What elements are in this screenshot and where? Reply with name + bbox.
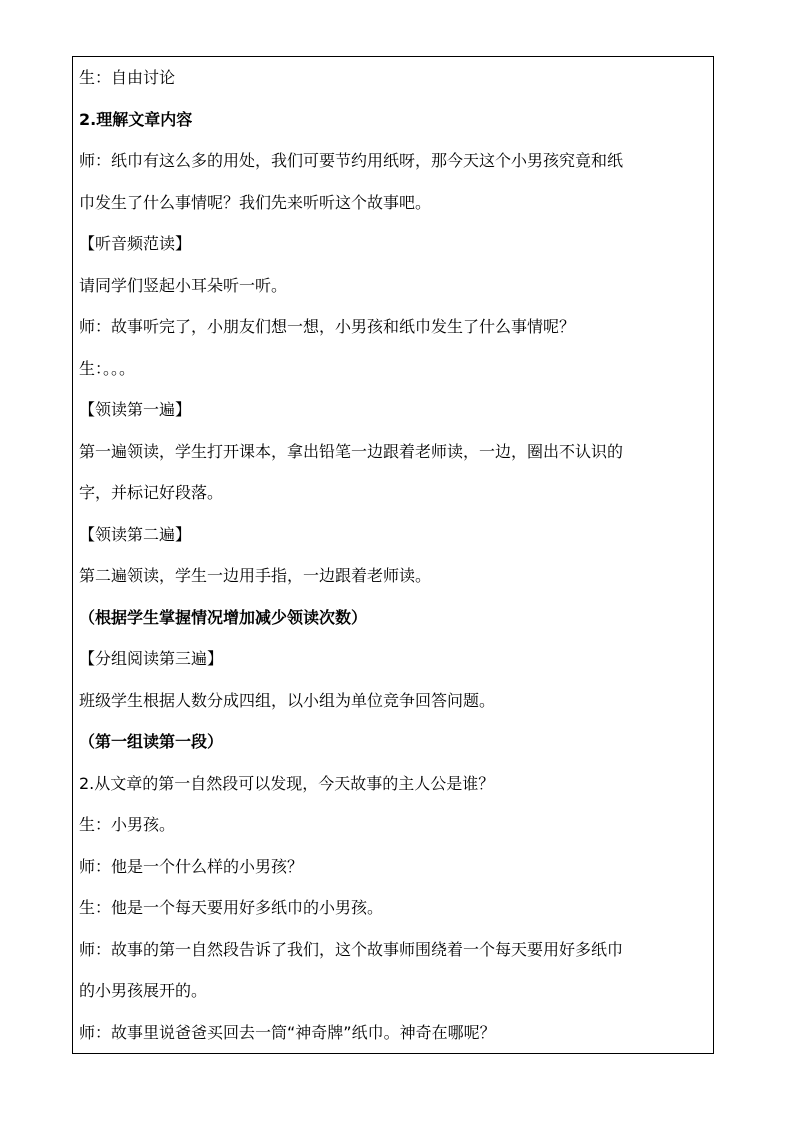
text-line: 生：自由讨论	[79, 68, 176, 87]
text-line: 【领读第一遍】	[79, 400, 192, 419]
text-line: 班级学生根据人数分成四组，以小组为单位竞争回答问题。	[79, 690, 496, 710]
text-line: 师：故事听完了，小朋友们想一想，小男孩和纸巾发生了什么事情呢？	[79, 317, 576, 336]
text-line: 字，并标记好段落。	[79, 483, 224, 502]
text-line: 请同学们竖起小耳朵听一听。	[79, 275, 288, 295]
text-line: 【听音频范读】	[79, 234, 192, 253]
text-line: 巾发生了什么事情呢？我们先来听听这个故事吧。	[79, 192, 432, 212]
bold-note: （根据学生掌握情况增加减少领读次数）	[79, 607, 368, 627]
lesson-content	[79, 62, 715, 1058]
text-line: 的小男孩展开的。	[79, 981, 208, 1000]
text-line: 【领读第二遍】	[79, 524, 192, 544]
text-line: 生：小男孩。	[79, 815, 176, 834]
text-line: 生：。。。	[79, 358, 136, 378]
text-line: 师：故事的第一自然段告诉了我们，这个故事师围绕着一个每天要用好多纸巾	[79, 939, 624, 959]
text-line: 师：他是一个什么样的小男孩？	[79, 856, 304, 876]
text-line: 第二遍领读，学生一边用手指，一边跟着老师读。	[79, 566, 432, 585]
text-line: 师：纸巾有这么多的用处，我们可要节约用纸呀，那今天这个小男孩究竟和纸	[79, 151, 624, 170]
text-line: 第一遍领读，学生打开课本，拿出铅笔一边跟着老师读，一边，圈出不认识的	[79, 441, 624, 461]
text-line: 【分组阅读第三遍】	[79, 649, 224, 668]
bold-note: （第一组读第一段）	[79, 732, 224, 751]
text-line: 师：故事里说爸爸买回去一筒“神奇牌”纸巾。神奇在哪呢？	[79, 1022, 496, 1042]
text-line: 2.从文章的第一自然段可以发现，今天故事的主人公是谁？	[79, 773, 495, 793]
text-line: 生：他是一个每天要用好多纸巾的小男孩。	[79, 898, 384, 917]
section-heading: 2.理解文章内容	[79, 109, 193, 129]
